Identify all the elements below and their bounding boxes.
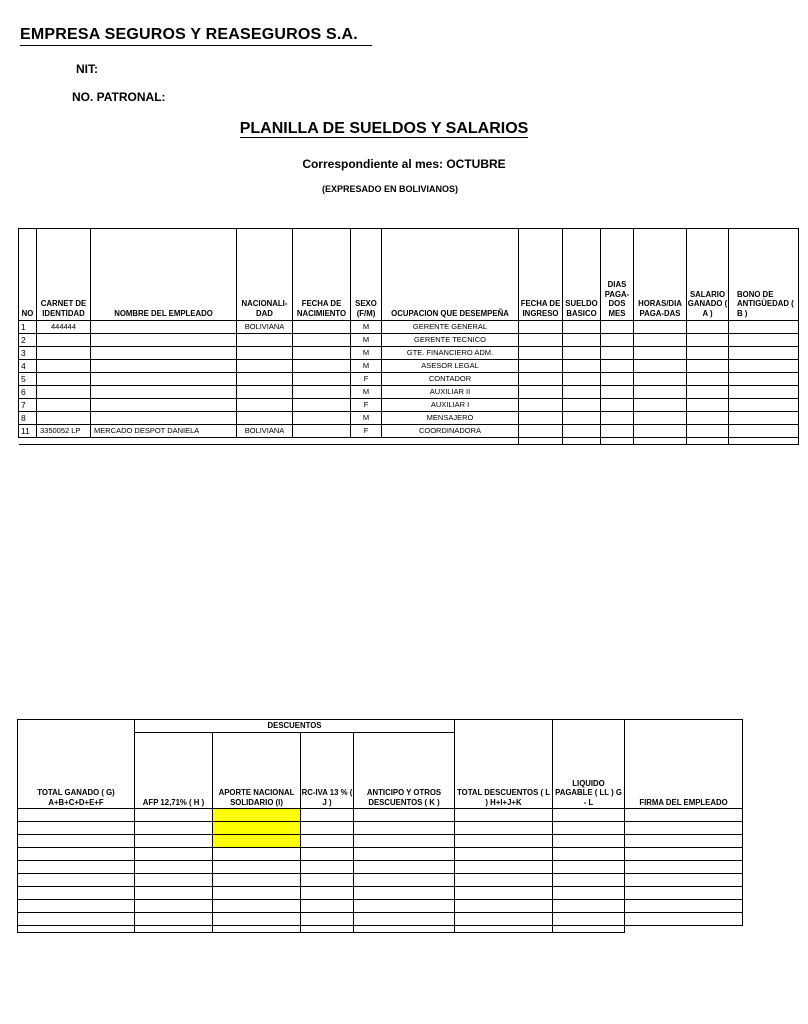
cell-empty bbox=[553, 874, 625, 887]
cell-empty bbox=[18, 900, 135, 913]
col-total-descuentos: TOTAL DESCUENTOS ( L ) H+I+J+K bbox=[455, 720, 553, 809]
cell-empty bbox=[729, 438, 799, 445]
cell-horas bbox=[634, 334, 687, 347]
cell-fecha-ing bbox=[519, 373, 563, 386]
cell-empty bbox=[18, 926, 135, 933]
cell-nacionalidad bbox=[237, 386, 293, 399]
cell-nacionalidad bbox=[237, 373, 293, 386]
cell-sexo: M bbox=[351, 360, 382, 373]
currency-note: (EXPRESADO EN BOLIVIANOS) bbox=[321, 184, 458, 194]
cell-salario bbox=[687, 373, 729, 386]
cell-empty bbox=[301, 900, 354, 913]
cell-nacionalidad bbox=[237, 360, 293, 373]
cell-fecha-nac bbox=[293, 386, 351, 399]
table-row bbox=[19, 360, 799, 373]
cell-ocupacion: COORDINADORA bbox=[382, 425, 519, 438]
table-row bbox=[19, 347, 799, 360]
cell-empty bbox=[553, 926, 625, 933]
cell-bono bbox=[729, 347, 799, 360]
cell-empty bbox=[18, 809, 135, 822]
cell-nombre bbox=[91, 373, 237, 386]
cell-sueldo bbox=[563, 412, 601, 425]
col-fecha-nacimiento: FECHA DE NACIMIENTO bbox=[293, 229, 351, 321]
cell-horas bbox=[634, 386, 687, 399]
patronal-label: NO. PATRONAL: bbox=[72, 90, 166, 104]
col-nombre: NOMBRE DEL EMPLEADO bbox=[91, 229, 237, 321]
cell-horas bbox=[634, 412, 687, 425]
cell-sueldo bbox=[563, 425, 601, 438]
cell-dias bbox=[601, 412, 634, 425]
table-row bbox=[19, 334, 799, 347]
cell-sexo: M bbox=[351, 412, 382, 425]
cell-salario bbox=[687, 386, 729, 399]
cell-empty bbox=[301, 848, 354, 861]
cell-empty bbox=[625, 926, 743, 933]
cell-horas bbox=[634, 399, 687, 412]
cell-empty bbox=[354, 913, 455, 926]
cell-empty bbox=[213, 809, 301, 822]
cell-no: 8 bbox=[19, 412, 37, 425]
cell-nacionalidad bbox=[237, 399, 293, 412]
cell-sueldo bbox=[563, 334, 601, 347]
cell-empty bbox=[625, 835, 743, 848]
table-row bbox=[18, 900, 743, 913]
cell-dias bbox=[601, 360, 634, 373]
col-afp: AFP 12,71% ( H ) bbox=[135, 733, 213, 809]
cell-empty bbox=[553, 835, 625, 848]
col-salario: SALARIO GANADO ( A ) bbox=[687, 229, 729, 321]
cell-fecha-ing bbox=[519, 360, 563, 373]
cell-sueldo bbox=[563, 321, 601, 334]
cell-empty bbox=[213, 874, 301, 887]
table-row bbox=[18, 848, 743, 861]
cell-sexo: M bbox=[351, 386, 382, 399]
cell-empty bbox=[455, 848, 553, 861]
cell-horas bbox=[634, 360, 687, 373]
cell-bono bbox=[729, 360, 799, 373]
cell-empty bbox=[354, 848, 455, 861]
cell-empty bbox=[301, 835, 354, 848]
cell-nacionalidad: BOLIVIANA bbox=[237, 425, 293, 438]
cell-fecha-ing bbox=[519, 399, 563, 412]
cell-empty bbox=[354, 861, 455, 874]
cell-empty bbox=[135, 926, 213, 933]
cell-carnet bbox=[37, 360, 91, 373]
cell-empty bbox=[18, 822, 135, 835]
col-dias: DIAS PAGA-DOS MES bbox=[601, 229, 634, 321]
cell-nacionalidad bbox=[237, 347, 293, 360]
cell-empty bbox=[354, 887, 455, 900]
cell-bono bbox=[729, 386, 799, 399]
cell-carnet bbox=[37, 373, 91, 386]
cell-empty bbox=[354, 900, 455, 913]
cell-ocupacion: CONTADOR bbox=[382, 373, 519, 386]
cell-empty bbox=[455, 926, 553, 933]
col-aporte-nacional: APORTE NACIONAL SOLIDARIO (I) bbox=[213, 733, 301, 809]
deductions-table bbox=[17, 719, 743, 933]
cell-empty bbox=[18, 861, 135, 874]
cell-horas bbox=[634, 347, 687, 360]
cell-empty bbox=[19, 438, 37, 445]
cell-empty bbox=[625, 900, 743, 913]
cell-empty bbox=[625, 887, 743, 900]
table-row bbox=[18, 913, 743, 926]
table-row bbox=[18, 926, 743, 933]
cell-no: 5 bbox=[19, 373, 37, 386]
table-row bbox=[18, 874, 743, 887]
cell-empty bbox=[18, 874, 135, 887]
cell-empty bbox=[213, 887, 301, 900]
col-nacionalidad: NACIONALI-DAD bbox=[237, 229, 293, 321]
cell-ocupacion: ASESOR LEGAL bbox=[382, 360, 519, 373]
cell-no: 6 bbox=[19, 386, 37, 399]
cell-empty bbox=[213, 822, 301, 835]
cell-sexo: M bbox=[351, 334, 382, 347]
cell-empty bbox=[553, 822, 625, 835]
cell-carnet bbox=[37, 347, 91, 360]
cell-salario bbox=[687, 425, 729, 438]
cell-no: 3 bbox=[19, 347, 37, 360]
cell-empty bbox=[455, 913, 553, 926]
cell-empty bbox=[455, 822, 553, 835]
cell-dias bbox=[601, 334, 634, 347]
cell-bono bbox=[729, 399, 799, 412]
cell-empty bbox=[455, 900, 553, 913]
cell-empty bbox=[354, 835, 455, 848]
cell-sueldo bbox=[563, 386, 601, 399]
cell-empty bbox=[301, 861, 354, 874]
cell-empty bbox=[354, 926, 455, 933]
cell-empty bbox=[625, 809, 743, 822]
col-no: NO bbox=[19, 229, 37, 321]
cell-empty bbox=[135, 822, 213, 835]
cell-empty bbox=[237, 438, 293, 445]
company-name: EMPRESA SEGUROS Y REASEGUROS S.A. bbox=[20, 26, 372, 46]
nit-label: NIT: bbox=[76, 62, 98, 76]
cell-no: 7 bbox=[19, 399, 37, 412]
col-liquido-pagable: LIQUIDO PAGABLE ( LL ) G - L bbox=[553, 720, 625, 809]
cell-fecha-nac bbox=[293, 373, 351, 386]
cell-horas bbox=[634, 321, 687, 334]
table-row bbox=[18, 809, 743, 822]
cell-empty bbox=[135, 900, 213, 913]
cell-empty bbox=[625, 913, 743, 926]
cell-salario bbox=[687, 412, 729, 425]
table-row bbox=[19, 373, 799, 386]
cell-ocupacion: MENSAJERO bbox=[382, 412, 519, 425]
cell-sueldo bbox=[563, 347, 601, 360]
cell-empty bbox=[301, 874, 354, 887]
cell-empty bbox=[301, 887, 354, 900]
cell-empty bbox=[634, 438, 687, 445]
employee-table bbox=[18, 228, 799, 445]
cell-empty bbox=[455, 874, 553, 887]
page-subtitle: Correspondiente al mes: OCTUBRE bbox=[302, 157, 506, 171]
cell-empty bbox=[455, 861, 553, 874]
cell-empty bbox=[382, 438, 519, 445]
cell-fecha-ing bbox=[519, 334, 563, 347]
cell-empty bbox=[687, 438, 729, 445]
col-rc-iva: RC-IVA 13 % ( J ) bbox=[301, 733, 354, 809]
cell-sueldo bbox=[563, 360, 601, 373]
group-descuentos: DESCUENTOS bbox=[135, 720, 455, 733]
cell-fecha-nac bbox=[293, 412, 351, 425]
cell-empty bbox=[301, 822, 354, 835]
cell-empty bbox=[301, 809, 354, 822]
cell-empty bbox=[213, 848, 301, 861]
page-title-wrapper bbox=[0, 120, 768, 138]
cell-empty bbox=[563, 438, 601, 445]
cell-carnet bbox=[37, 412, 91, 425]
cell-fecha-nac bbox=[293, 425, 351, 438]
cell-empty bbox=[301, 926, 354, 933]
cell-carnet bbox=[37, 399, 91, 412]
table-row bbox=[18, 835, 743, 848]
cell-empty bbox=[354, 809, 455, 822]
cell-empty bbox=[18, 835, 135, 848]
table-row bbox=[19, 412, 799, 425]
cell-ocupacion: GERENTE GENERAL bbox=[382, 321, 519, 334]
cell-empty bbox=[213, 835, 301, 848]
cell-no: 11 bbox=[19, 425, 37, 438]
cell-empty bbox=[18, 887, 135, 900]
cell-dias bbox=[601, 373, 634, 386]
col-sexo: SEXO (F/M) bbox=[351, 229, 382, 321]
cell-empty bbox=[455, 835, 553, 848]
cell-fecha-nac bbox=[293, 399, 351, 412]
col-carnet: CARNET DE IDENTIDAD bbox=[37, 229, 91, 321]
cell-empty bbox=[213, 926, 301, 933]
cell-sexo: F bbox=[351, 399, 382, 412]
cell-empty bbox=[354, 874, 455, 887]
cell-horas bbox=[634, 373, 687, 386]
cell-empty bbox=[351, 438, 382, 445]
cell-dias bbox=[601, 425, 634, 438]
cell-empty bbox=[301, 913, 354, 926]
table-row bbox=[18, 861, 743, 874]
cell-dias bbox=[601, 347, 634, 360]
table-row bbox=[19, 321, 799, 334]
cell-no: 1 bbox=[19, 321, 37, 334]
cell-empty bbox=[625, 848, 743, 861]
table-row bbox=[19, 425, 799, 438]
col-anticipo: ANTICIPO Y OTROS DESCUENTOS ( K ) bbox=[354, 733, 455, 809]
col-fecha-ingreso: FECHA DE INGRESO bbox=[519, 229, 563, 321]
cell-nombre bbox=[91, 321, 237, 334]
cell-nombre bbox=[91, 360, 237, 373]
cell-fecha-ing bbox=[519, 425, 563, 438]
table-row-trailer bbox=[19, 438, 799, 445]
table-row bbox=[18, 822, 743, 835]
cell-empty bbox=[519, 438, 563, 445]
cell-empty bbox=[553, 913, 625, 926]
cell-empty bbox=[354, 822, 455, 835]
cell-nombre: MERCADO DESPOT DANIELA bbox=[91, 425, 237, 438]
cell-empty bbox=[455, 809, 553, 822]
cell-fecha-nac bbox=[293, 347, 351, 360]
cell-empty bbox=[553, 809, 625, 822]
cell-empty bbox=[553, 900, 625, 913]
cell-carnet: 444444 bbox=[37, 321, 91, 334]
table-row bbox=[18, 887, 743, 900]
cell-empty bbox=[135, 887, 213, 900]
cell-salario bbox=[687, 334, 729, 347]
cell-fecha-ing bbox=[519, 347, 563, 360]
cell-fecha-nac bbox=[293, 334, 351, 347]
cell-fecha-ing bbox=[519, 412, 563, 425]
cell-fecha-ing bbox=[519, 386, 563, 399]
page-title: PLANILLA DE SUELDOS Y SALARIOS bbox=[239, 120, 529, 137]
cell-nacionalidad bbox=[237, 334, 293, 347]
cell-nombre bbox=[91, 399, 237, 412]
cell-ocupacion: GERENTE TECNICO bbox=[382, 334, 519, 347]
cell-empty bbox=[553, 848, 625, 861]
cell-dias bbox=[601, 386, 634, 399]
cell-nombre bbox=[91, 412, 237, 425]
cell-empty bbox=[553, 887, 625, 900]
cell-salario bbox=[687, 321, 729, 334]
cell-bono bbox=[729, 334, 799, 347]
cell-bono bbox=[729, 321, 799, 334]
cell-empty bbox=[601, 438, 634, 445]
cell-ocupacion: AUXILIAR I bbox=[382, 399, 519, 412]
cell-empty bbox=[553, 861, 625, 874]
cell-sexo: F bbox=[351, 425, 382, 438]
cell-ocupacion: AUXILIAR II bbox=[382, 386, 519, 399]
cell-empty bbox=[213, 861, 301, 874]
col-horas: HORAS/DIA PAGA-DAS bbox=[634, 229, 687, 321]
cell-carnet bbox=[37, 386, 91, 399]
cell-salario bbox=[687, 347, 729, 360]
col-sueldo: SUELDO BASICO bbox=[563, 229, 601, 321]
cell-empty bbox=[625, 861, 743, 874]
cell-empty bbox=[135, 913, 213, 926]
cell-empty bbox=[213, 900, 301, 913]
cell-fecha-ing bbox=[519, 321, 563, 334]
cell-nombre bbox=[91, 347, 237, 360]
cell-sueldo bbox=[563, 373, 601, 386]
cell-fecha-nac bbox=[293, 360, 351, 373]
cell-empty bbox=[135, 809, 213, 822]
table-row bbox=[19, 399, 799, 412]
cell-empty bbox=[18, 848, 135, 861]
cell-no: 4 bbox=[19, 360, 37, 373]
cell-empty bbox=[135, 848, 213, 861]
cell-empty bbox=[213, 913, 301, 926]
col-ocupacion: OCUPACION QUE DESEMPEÑA bbox=[382, 229, 519, 321]
cell-empty bbox=[135, 835, 213, 848]
cell-empty bbox=[135, 861, 213, 874]
cell-carnet: 3350052 LP bbox=[37, 425, 91, 438]
cell-nombre bbox=[91, 386, 237, 399]
col-firma: FIRMA DEL EMPLEADO bbox=[625, 720, 743, 809]
cell-bono bbox=[729, 425, 799, 438]
cell-empty bbox=[135, 874, 213, 887]
col-bono: BONO DE ANTIGÜEDAD ( B ) bbox=[729, 229, 799, 321]
cell-empty bbox=[37, 438, 91, 445]
cell-carnet bbox=[37, 334, 91, 347]
cell-salario bbox=[687, 360, 729, 373]
cell-sexo: F bbox=[351, 373, 382, 386]
cell-no: 2 bbox=[19, 334, 37, 347]
cell-dias bbox=[601, 399, 634, 412]
cell-empty bbox=[625, 874, 743, 887]
cell-sexo: M bbox=[351, 321, 382, 334]
cell-empty bbox=[455, 887, 553, 900]
cell-empty bbox=[91, 438, 237, 445]
cell-sexo: M bbox=[351, 347, 382, 360]
cell-nacionalidad: BOLIVIANA bbox=[237, 321, 293, 334]
cell-empty bbox=[293, 438, 351, 445]
cell-sueldo bbox=[563, 399, 601, 412]
cell-empty bbox=[18, 913, 135, 926]
cell-bono bbox=[729, 412, 799, 425]
cell-bono bbox=[729, 373, 799, 386]
cell-ocupacion: GTE. FINANCIERO ADM. bbox=[382, 347, 519, 360]
cell-nacionalidad bbox=[237, 412, 293, 425]
cell-nombre bbox=[91, 334, 237, 347]
cell-fecha-nac bbox=[293, 321, 351, 334]
table-row bbox=[19, 386, 799, 399]
col-total-ganado: TOTAL GANADO ( G) A+B+C+D+E+F bbox=[18, 720, 135, 809]
cell-dias bbox=[601, 321, 634, 334]
cell-horas bbox=[634, 425, 687, 438]
cell-salario bbox=[687, 399, 729, 412]
cell-empty bbox=[625, 822, 743, 835]
